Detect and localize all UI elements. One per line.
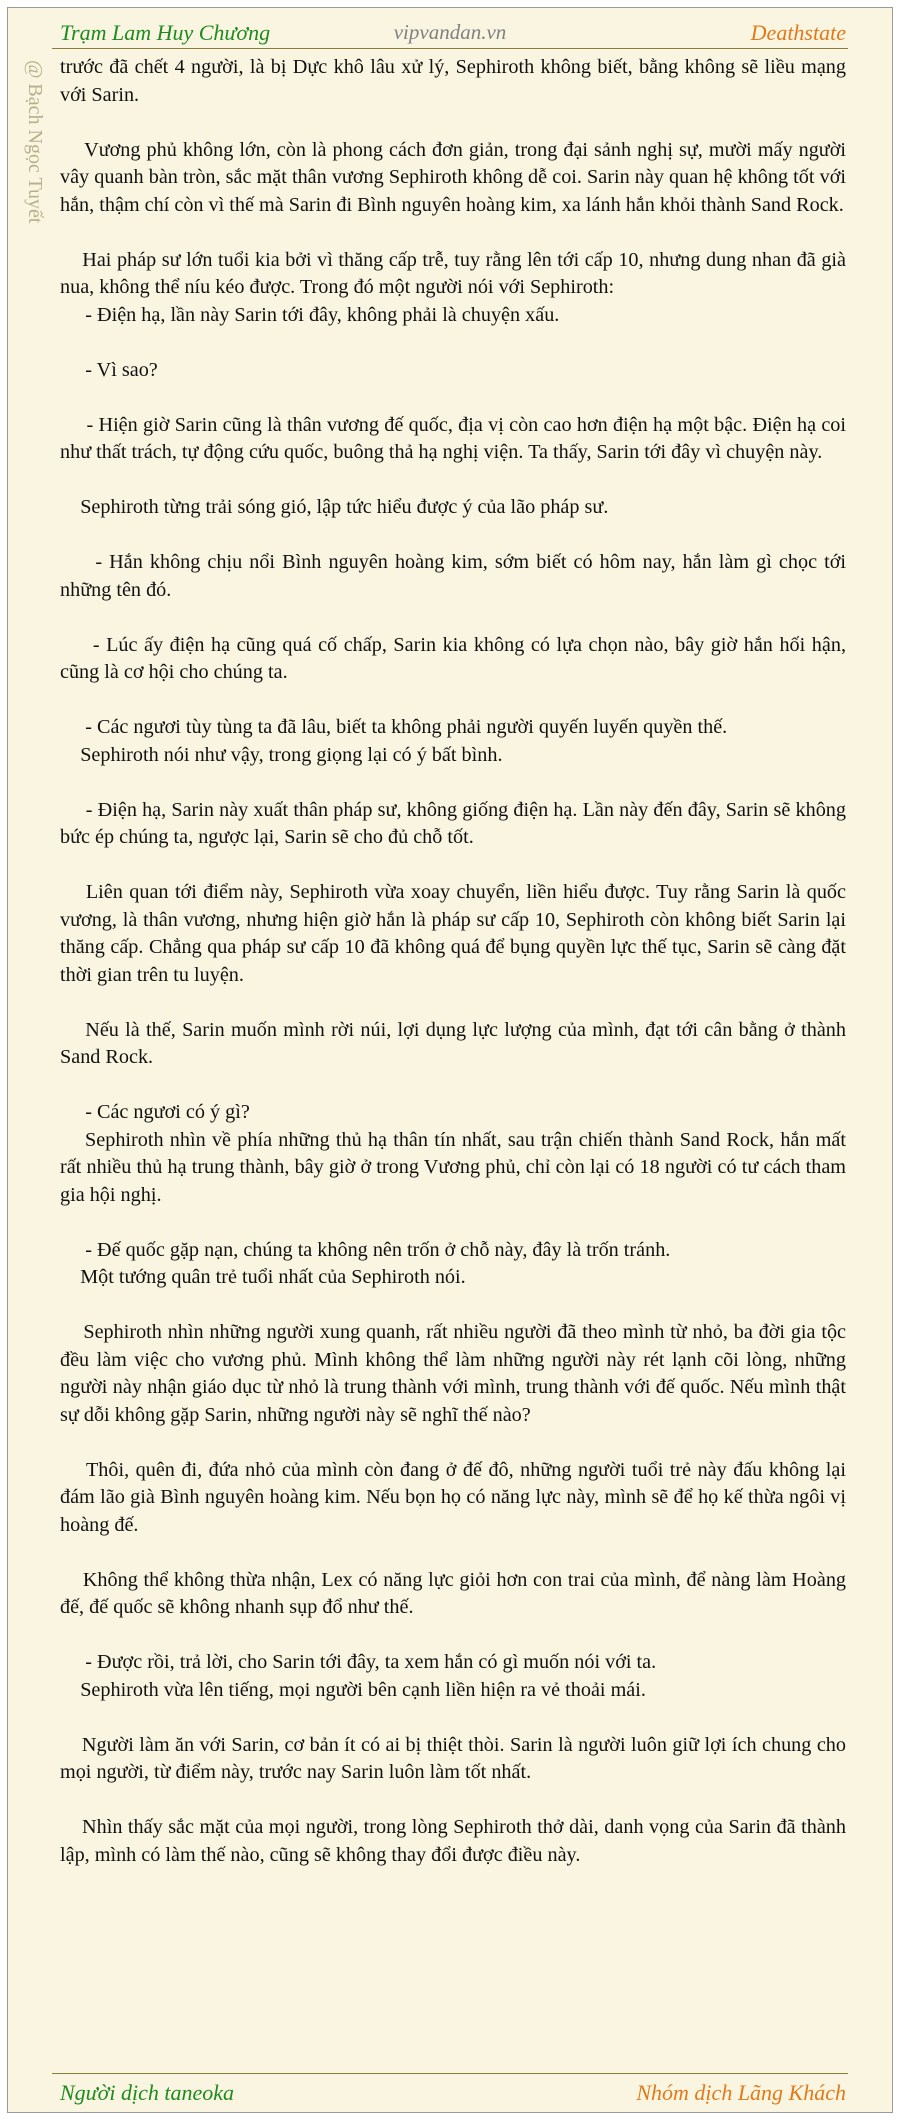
paragraph: Sephiroth nhìn về phía những thủ hạ thân tín nhất, sau trận chiến thành Sand Rock, hắn mất rất nhiều thủ hạ trung thành, bây giờ ở trong Vương phủ, chỉ còn lại có 18 người có tư cách tham gia hội nghị. xyxy=(60,1128,852,1206)
page-header xyxy=(52,14,848,49)
paragraph-gap xyxy=(60,329,846,357)
paragraph-gap xyxy=(60,989,846,1017)
footer-translator: Người dịch taneoka xyxy=(60,2080,235,2105)
paragraph-gap xyxy=(60,467,846,495)
paragraph-gap xyxy=(60,522,846,550)
header-book-title: Deathstate xyxy=(750,20,846,45)
paragraph: Sephiroth nhìn những người xung quanh, rất nhiều người đã theo mình từ nhỏ, ba đời gia tộc đều làm việc cho vương phủ. Mình không thể làm những người này rét lạnh cõi lòng, những người này nhận giáo dục từ nhỏ là trung thành với mình, trung thành với đế quốc. Nếu mình thật sự dỗi không gặp Sarin, những người này sẽ nghĩ thế nào? xyxy=(60,1321,852,1426)
paragraph-gap xyxy=(60,109,846,137)
paragraph: Liên quan tới điểm này, Sephiroth vừa xoay chuyển, liền hiểu được. Tuy rằng Sarin là quốc vương, là thân vương, nhưng hiện giờ hắn là pháp sư cấp 10, Sephiroth còn không biết Sarin lại thăng cấp. Chẳng qua pháp sư cấp 10 đã không quá để bụng quyền lực thế tục, Sarin sẽ càng đặt thời gian trên tu luyện. xyxy=(60,881,852,986)
paragraph: Người làm ăn với Sarin, cơ bản ít có ai bị thiệt thòi. Sarin là người luôn giữ lợi ích chung cho mọi người, từ điểm này, trước nay Sarin luôn làm tốt nhất. xyxy=(60,1733,852,1783)
paragraph: Nếu là thế, Sarin muốn mình rời núi, lợi dụng lực lượng của mình, đạt tới cân bằng ở thành Sand Rock. xyxy=(60,1018,852,1068)
paragraph: Sephiroth vừa lên tiếng, mọi người bên cạnh liền hiện ra vẻ thoải mái. xyxy=(60,1678,646,1701)
paragraph: Sephiroth từng trải sóng gió, lập tức hiểu được ý của lão pháp sư. xyxy=(60,496,609,518)
paragraph-gap xyxy=(60,604,846,632)
paragraph-gap xyxy=(60,1209,846,1237)
paragraph: - Đế quốc gặp nạn, chúng ta không nên trốn ở chỗ này, đây là trốn tránh. xyxy=(60,1238,671,1261)
paragraph-gap xyxy=(60,852,846,880)
chapter-text xyxy=(60,54,852,1869)
header-url: vipvandan.vn xyxy=(393,20,507,44)
paragraph: Một tướng quân trẻ tuổi nhất của Sephiroth nói. xyxy=(60,1266,466,1288)
side-author-label: @ Bạch Ngọc Tuyết xyxy=(24,60,46,224)
paragraph: - Lúc ấy điện hạ cũng quá cố chấp, Sarin kia không có lựa chọn nào, bây giờ hắn hối hận, cũng là cơ hội cho chúng ta. xyxy=(60,633,852,683)
page-footer xyxy=(52,2073,848,2108)
page xyxy=(7,7,893,2113)
paragraph-gap xyxy=(60,384,846,412)
paragraph: Hai pháp sư lớn tuổi kia bởi vì thăng cấp trễ, tuy rằng lên tới cấp 10, nhưng dung nhan đã già nua, không thể níu kéo được. Trong đó một người nói với Sephiroth: xyxy=(60,248,852,298)
paragraph-gap xyxy=(60,769,846,797)
paragraph: - Hiện giờ Sarin cũng là thân vương đế quốc, địa vị còn cao hơn điện hạ một bậc. Điện hạ coi như thất trách, tự động cứu quốc, buông thả hạ nghị viện. Ta thấy, Sarin tới đây vì chuyện này. xyxy=(60,413,852,463)
paragraph-gap xyxy=(60,1292,846,1320)
side-watermark xyxy=(16,60,46,280)
paragraph: Sephiroth nói như vậy, trong giọng lại có ý bất bình. xyxy=(60,743,503,766)
paragraph: Không thể không thừa nhận, Lex có năng lực giỏi hơn con trai của mình, để nàng làm Hoàng đế, đế quốc sẽ không nhanh sụp đổ như thế. xyxy=(60,1568,852,1618)
paragraph-gap xyxy=(60,1622,846,1650)
paragraph-gap xyxy=(60,1704,846,1732)
paragraph: - Các ngươi có ý gì? xyxy=(60,1101,250,1123)
paragraph-gap xyxy=(60,687,846,715)
paragraph: Vương phủ không lớn, còn là phong cách đơn giản, trong đại sảnh nghị sự, mười mấy người vây quanh bàn tròn, sắc mặt thân vương Sephiroth không dễ coi. Sarin này quan hệ không tốt với hắn, thậm chí còn vì thế mà Sarin đi Bình nguyên hoàng kim, xa lánh hắn khỏi thành Sand Rock. xyxy=(60,138,852,216)
paragraph: - Hắn không chịu nổi Bình nguyên hoàng kim, sớm biết có hôm nay, hắn làm gì chọc tới những tên đó. xyxy=(60,551,852,601)
paragraph: trước đã chết 4 người, là bị Dực khô lâu xử lý, Sephiroth không biết, bằng không sẽ liều mạng với Sarin. xyxy=(60,56,852,106)
paragraph: - Được rồi, trả lời, cho Sarin tới đây, ta xem hắn có gì muốn nói với ta. xyxy=(60,1651,657,1673)
paragraph: Nhìn thấy sắc mặt của mọi người, trong lòng Sephiroth thở dài, danh vọng của Sarin đã thành lập, mình có làm thế nào, cũng sẽ không thay đổi được điều này. xyxy=(60,1816,852,1866)
header-site-name: Trạm Lam Huy Chương xyxy=(60,20,271,45)
paragraph: Thôi, quên đi, đứa nhỏ của mình còn đang ở đế đô, những người tuổi trẻ này đấu không lại đám lão già Bình nguyên hoàng kim. Nếu bọn họ có năng lực này, mình sẽ để họ kế thừa ngôi vị hoàng đế. xyxy=(60,1458,852,1536)
paragraph: - Các ngươi tùy tùng ta đã lâu, biết ta không phải người quyến luyến quyền thế. xyxy=(60,716,728,738)
footer-group: Nhóm dịch Lãng Khách xyxy=(636,2080,846,2105)
paragraph-gap xyxy=(60,1539,846,1567)
paragraph-gap xyxy=(60,1072,846,1100)
paragraph-gap xyxy=(60,1429,846,1457)
paragraph: - Điện hạ, Sarin này xuất thân pháp sư, không giống điện hạ. Lần này đến đây, Sarin sẽ không bức ép chúng ta, ngược lại, Sarin sẽ cho đủ chỗ tốt. xyxy=(60,798,852,848)
paragraph: - Điện hạ, lần này Sarin tới đây, không phải là chuyện xấu. xyxy=(60,303,560,326)
paragraph: - Vì sao? xyxy=(60,358,158,381)
paragraph-gap xyxy=(60,219,846,247)
paragraph-gap xyxy=(60,1787,846,1815)
